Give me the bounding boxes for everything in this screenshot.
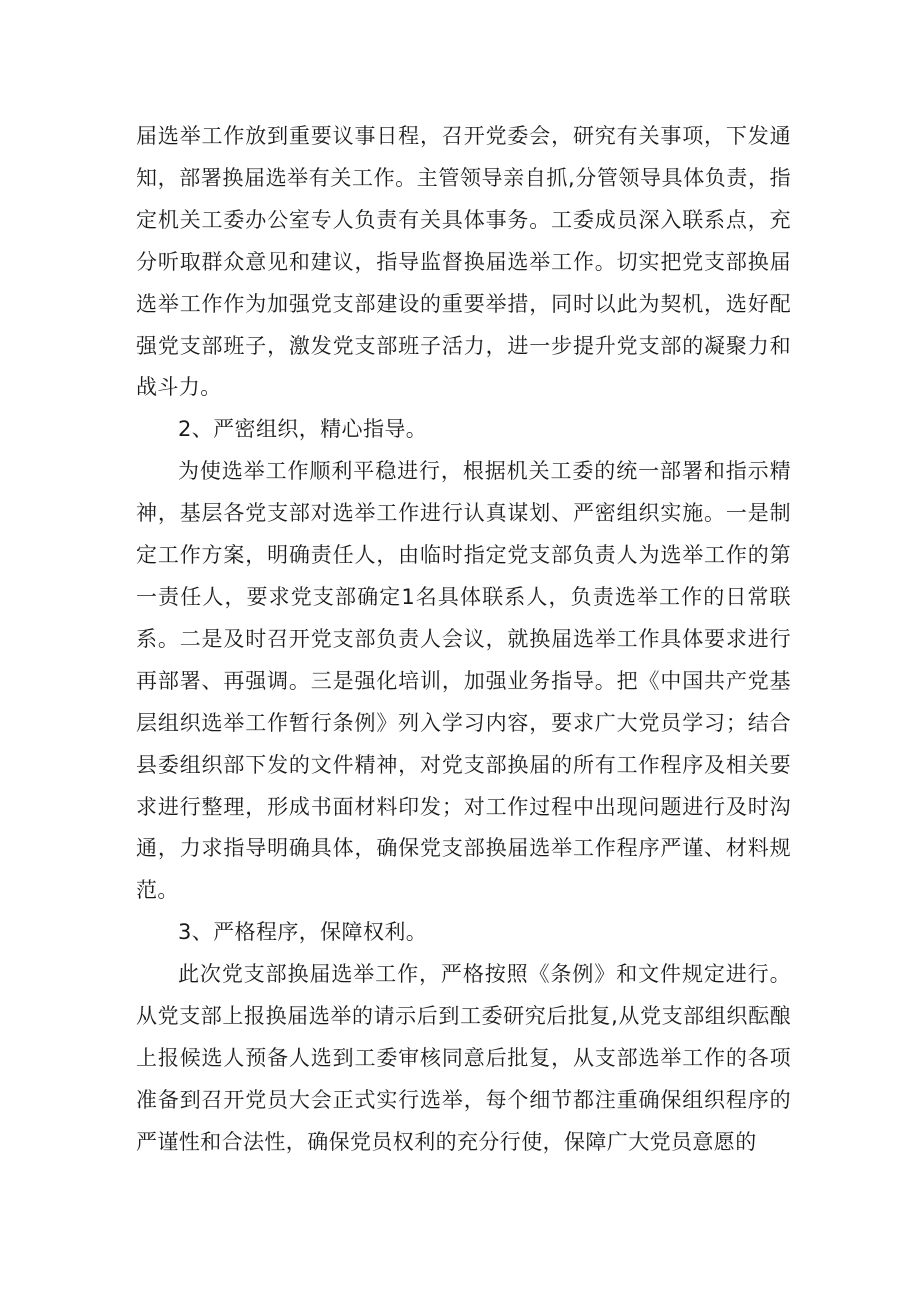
document-body [136, 116, 791, 1164]
section-heading-3: 3、严格程序，保障权利。 [178, 920, 428, 945]
paragraph-organization: 为使选举工作顺利平稳进行，根据机关工委的统一部署和指示精神，基层各党支部对选举工作进行认真谋划、严密组织实施。一是制定工作方案，明确责任人，由临时指定党支部负责人为选举工作的第一责任人，要求党支部确定1名具体联系人，负责选举工作的日常联系。二是及时召开党支部负责人会议，就换届选举工作具体要求进行再部署、再强调。三是强化培训，加强业务指导。把《中国共产党基层组织选举工作暂行条例》列入学习内容，要求广大党员学习；结合县委组织部下发的文件精神，对党支部换届的所有工作程序及相关要求进行整理，形成书面材料印发；对工作过程中出现问题进行及时沟通，力求指导明确具体，确保党支部换届选举工作程序严谨、材料规范。 [136, 459, 791, 903]
paragraph-procedure: 此次党支部换届选举工作，严格按照《条例》和文件规定进行。从党支部上报换届选举的请示后到工委研究后批复,从党支部组织酝酿上报候选人预备人选到工委审核同意后批复，从支部选举工作的各项准备到召开党员大会正式实行选举，每个细节都注重确保组织程序的严谨性和合法性，确保党员权利的充分行使，保障广大党员意愿的 [136, 962, 791, 1154]
section-heading-2: 2、严密组织，精心指导。 [178, 417, 428, 442]
paragraph-continuation: 届选举工作放到重要议事日程，召开党委会，研究有关事项，下发通知，部署换届选举有关工作。主管领导亲自抓,分管领导具体负责，指定机关工委办公室专人负责有关具体事务。工委成员深入联系点，充分听取群众意见和建议，指导监督换届选举工作。切实把党支部换届选举工作作为加强党支部建设的重要举措，同时以此为契机，选好配强党支部班子，激发党支部班子活力，进一步提升党支部的凝聚力和战斗力。 [136, 124, 791, 400]
